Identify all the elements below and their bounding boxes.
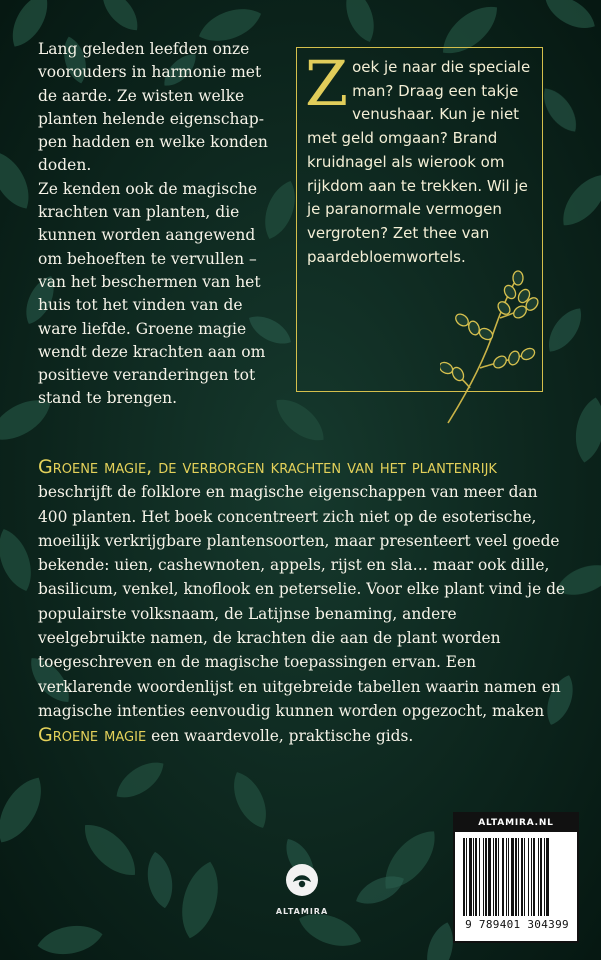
quote-dropcap: Z — [305, 47, 349, 120]
isbn-number: 9 789401 304399 — [465, 918, 569, 931]
description-title-repeat: Groene magie — [38, 724, 147, 747]
barcode-bars — [463, 838, 571, 916]
description-text — [38, 455, 568, 749]
altamira-logo-icon — [284, 862, 320, 898]
description-ending: een waardevolle, praktische gids. — [146, 727, 414, 746]
intro-paragraph-2: Ze kenden ook de magische krachten van planten, die kunnen worden aangewend om behoeften te vervullen – van het beschermen van het huis tot het vinden van de ware liefde. Groene magie wendt deze krachten aan om positieve veranderingen tot stand te brengen. — [38, 179, 266, 408]
intro-text — [38, 38, 278, 411]
publisher-name: ALTAMIRA — [275, 907, 329, 916]
barcode-panel — [453, 812, 579, 943]
herb-sprig-illustration — [440, 268, 540, 428]
description-title: Groene magie, de verborgen krachten van het plantenrijk — [38, 456, 497, 478]
website-label: ALTAMIRA.NL — [455, 814, 577, 832]
description-body: beschrijft de folklore en magische eigenschappen van meer dan 400 planten. Het boek concentreert zich niet op de esoterische, moeilijk verkrijgbare plantensoorten, maar presenteert veel goede bekende: uien, cashewnoten, appels, rijst en sla… maar ook dille, basilicum, venkel, knoflook en peterselie. Voor elke plant vind je de populairste volksnaam, de Latijnse benaming, andere veelgebruikte namen, de krachten die aan de plant worden toegeschreven en de magische toepassingen ervan. Een verklarende woordenlijst en uitgebreide tabellen waarin namen en magische intenties eenvoudig kunnen worden opgezocht, maken — [38, 483, 566, 720]
intro-paragraph-1: Lang geleden leefden onze voorouders in harmonie met de aarde. Ze wisten welke planten helende eigenschappen hadden en welke konden doden. — [38, 40, 268, 175]
quote-text: oek je naar die speciale man? Draag een takje venushaar. Kun je niet met geld omgaan? Brand kruidnagel als wierook om rijkdom aan te trekken. Wil je je paranormale vermogen vergroten? Zet thee van paardebloemwortels. — [307, 58, 531, 266]
